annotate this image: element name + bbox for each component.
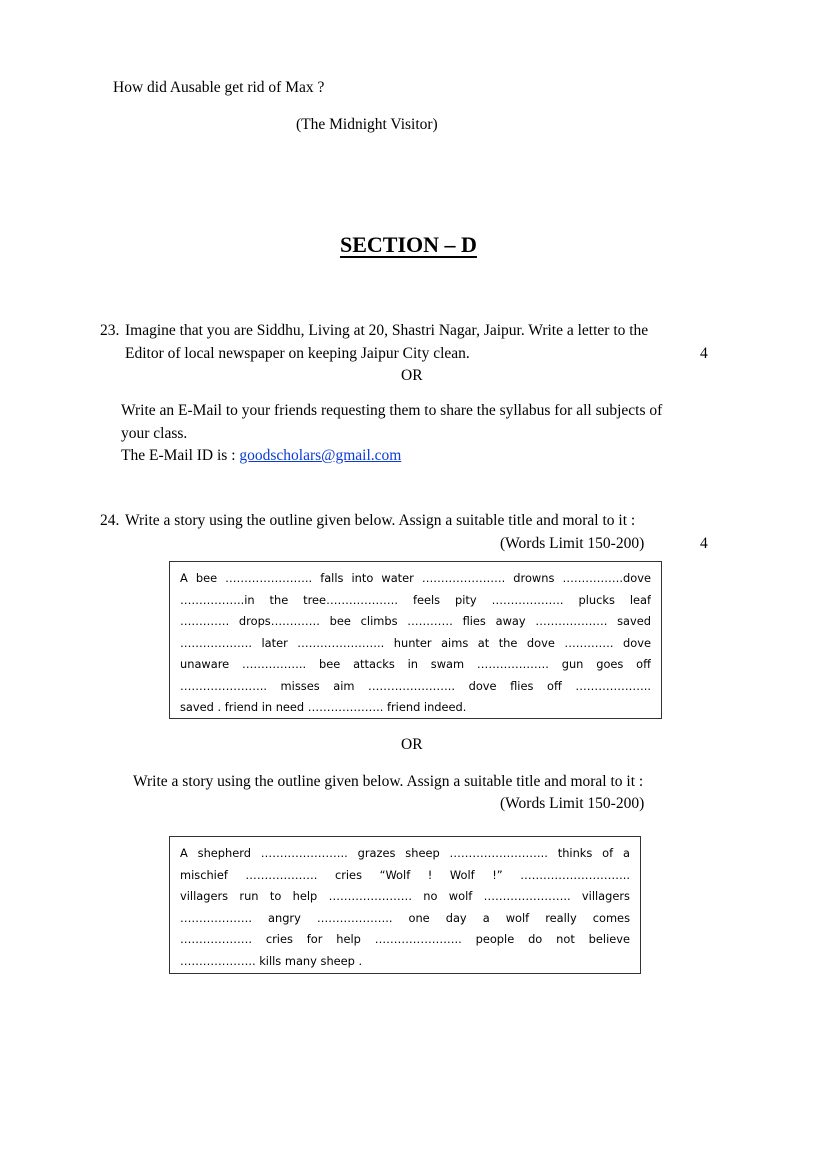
question-number: 24. bbox=[100, 512, 120, 529]
question-24-alt-word-limit: (Words Limit 150-200) bbox=[500, 795, 645, 812]
outline-line: A shepherd ………………….. grazes sheep …………………….. thinks of a bbox=[180, 846, 630, 860]
question-23-line-1: Imagine that you are Siddhu, Living at 20, Shastri Nagar, Jaipur. Write a letter to the bbox=[125, 322, 649, 339]
email-label: The E-Mail ID is : bbox=[121, 447, 240, 464]
outline-line: ………………. later ………………….. hunter aims at the dove …………. dove bbox=[180, 635, 651, 650]
question-24-alt-prompt: Write a story using the outline given below. Assign a suitable title and moral to it : bbox=[133, 773, 644, 790]
email-link[interactable]: goodscholars@gmail.com bbox=[239, 447, 402, 464]
question-23-alt-line-2: your class. bbox=[121, 425, 188, 442]
email-line bbox=[121, 445, 401, 467]
outline-line: unaware …………….. bee attacks in swam ………………. gun goes off bbox=[180, 657, 651, 671]
question-24-word-limit: (Words Limit 150-200) bbox=[500, 535, 645, 552]
outline-line: ………………. cries for help ………………….. people do not believe bbox=[180, 932, 630, 946]
outline-line: ………………….. misses aim ………………….. dove flies off ……………….. bbox=[180, 678, 651, 693]
question-24-prompt: Write a story using the outline given below. Assign a suitable title and moral to it : bbox=[125, 512, 636, 529]
outline-box-bee-dove bbox=[169, 561, 662, 719]
outline-line: mischief ………………. cries “Wolf ! Wolf !” ……………………….. bbox=[180, 867, 630, 882]
outline-line: saved . friend in need ……………….. friend indeed. bbox=[180, 700, 467, 714]
section-title: SECTION – D bbox=[340, 232, 477, 257]
outline-line: …………. drops…………. bee climbs ………… flies away ………………. saved bbox=[180, 614, 651, 628]
outline-line: villagers run to help …………………. no wolf ………………….. villagers bbox=[180, 889, 630, 903]
question-23-marks: 4 bbox=[700, 345, 708, 362]
outline-line: ……………..in the tree………………. feels pity ………………. plucks leaf bbox=[180, 592, 651, 607]
outline-box-shepherd-wolf bbox=[169, 836, 641, 974]
outline-line: ……………….. kills many sheep . bbox=[180, 953, 363, 968]
or-separator: OR bbox=[401, 367, 423, 384]
question-24-marks: 4 bbox=[700, 535, 708, 552]
or-separator: OR bbox=[401, 736, 423, 753]
previous-question-source: (The Midnight Visitor) bbox=[296, 116, 438, 133]
outline-line: ………………. angry ……………….. one day a wolf really comes bbox=[180, 910, 630, 925]
question-number: 23. bbox=[100, 322, 120, 339]
question-23-line-2: Editor of local newspaper on keeping Jaipur City clean. bbox=[125, 345, 470, 362]
previous-question-text: How did Ausable get rid of Max ? bbox=[113, 79, 325, 96]
outline-line: A bee ………………….. falls into water …………………. drowns …………….dove bbox=[180, 571, 651, 585]
question-23-alt-line-1: Write an E-Mail to your friends requesting them to share the syllabus for all subjects of bbox=[121, 402, 663, 419]
